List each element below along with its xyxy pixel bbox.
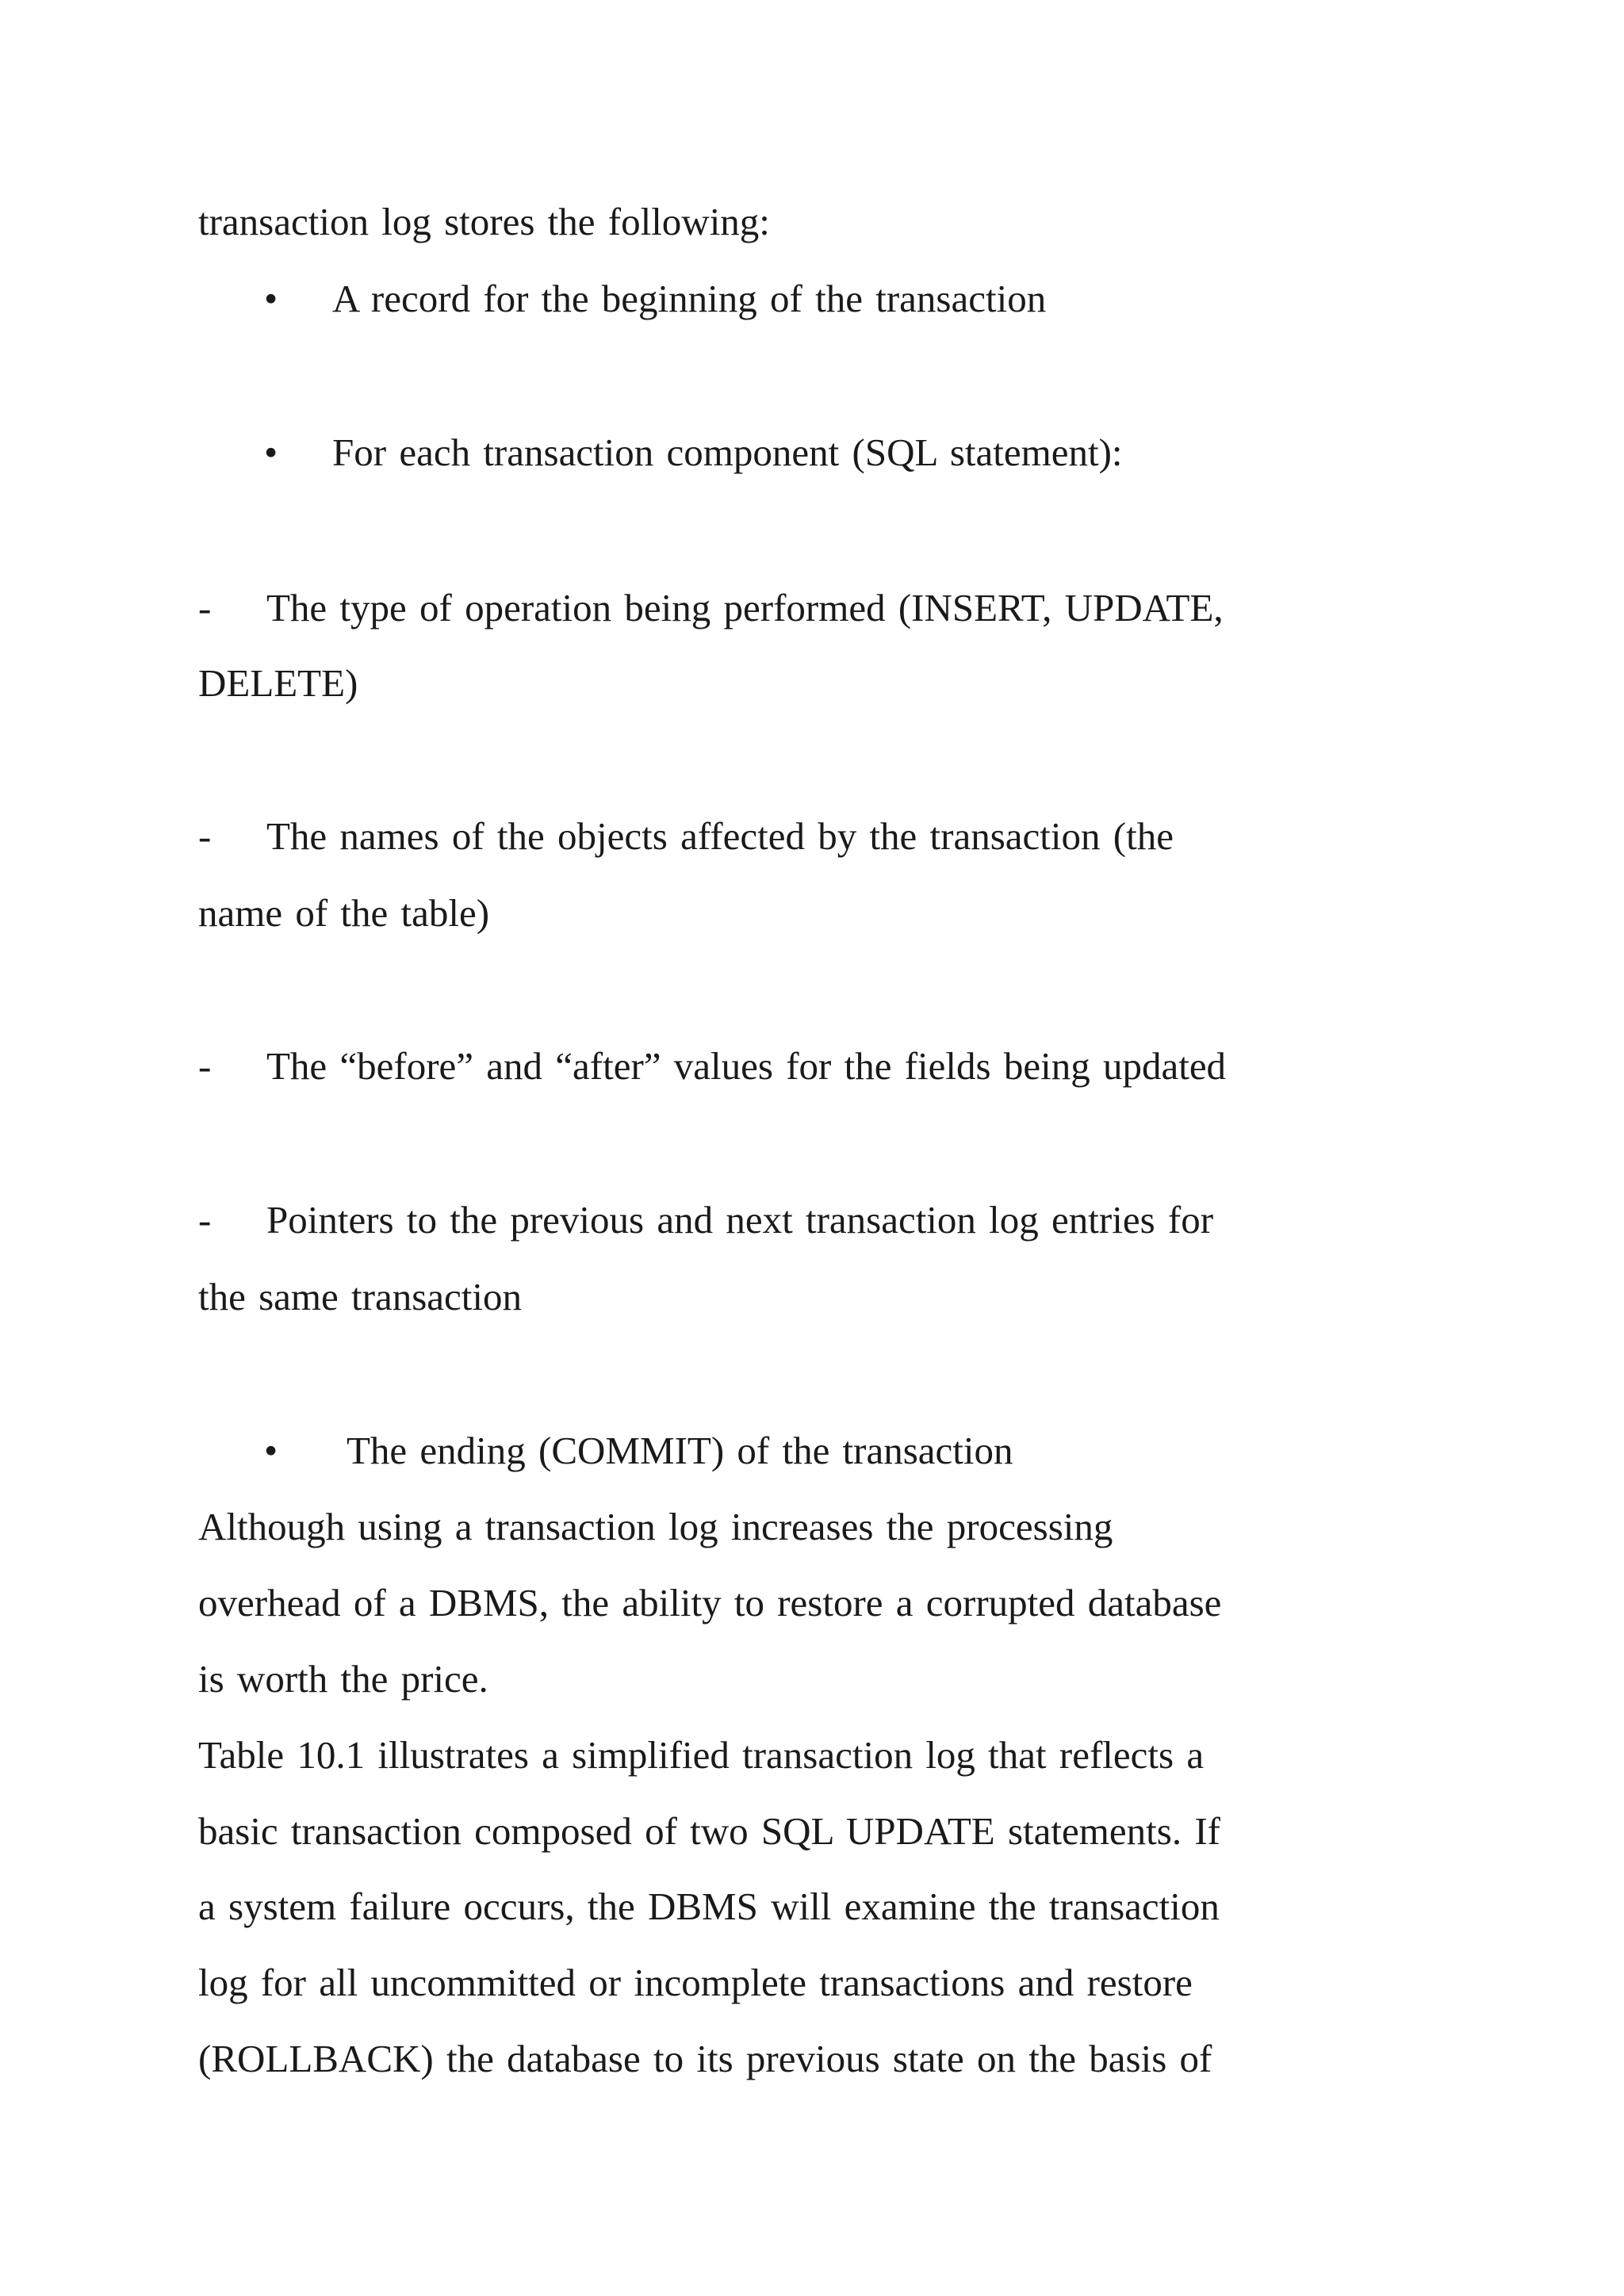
- sub-item-before-after-values: The “before” and “after” values for the fields being updated: [266, 1044, 1227, 1088]
- dash-marker: -: [198, 586, 212, 629]
- bullet-marker: •: [264, 1429, 278, 1472]
- bullet-ending-commit: The ending (COMMIT) of the transaction: [347, 1429, 1013, 1472]
- paragraph-line: is worth the price.: [198, 1657, 488, 1701]
- sub-item-pointers-cont: the same transaction: [198, 1275, 523, 1318]
- paragraph-line: a system failure occurs, the DBMS will examine the transaction: [198, 1885, 1220, 1928]
- sub-item-operation-type: The type of operation being performed (INSERT, UPDATE,: [266, 586, 1224, 629]
- sub-item-object-names: The names of the objects affected by the transaction (the: [266, 814, 1174, 858]
- paragraph-line: basic transaction composed of two SQL UPDATE statements. If: [198, 1809, 1220, 1853]
- bullet-transaction-component: For each transaction component (SQL statement):: [332, 430, 1123, 474]
- bullet-beginning-record: A record for the beginning of the transaction: [332, 277, 1047, 320]
- bullet-marker: •: [264, 277, 278, 320]
- dash-marker: -: [198, 814, 212, 858]
- paragraph-line: (ROLLBACK) the database to its previous state on the basis of: [198, 2037, 1212, 2080]
- dash-marker: -: [198, 1044, 212, 1088]
- dash-marker: -: [198, 1198, 212, 1242]
- sub-item-object-names-cont: name of the table): [198, 891, 490, 935]
- bullet-marker: •: [264, 430, 278, 474]
- sub-item-pointers: Pointers to the previous and next transaction log entries for: [266, 1198, 1214, 1242]
- intro-line: transaction log stores the following:: [198, 200, 770, 243]
- paragraph-line: Table 10.1 illustrates a simplified transaction log that reflects a: [198, 1733, 1205, 1777]
- paragraph-line: overhead of a DBMS, the ability to restore a corrupted database: [198, 1581, 1222, 1624]
- paragraph-line: Although using a transaction log increases the processing: [198, 1505, 1113, 1548]
- paragraph-line: log for all uncommitted or incomplete transactions and restore: [198, 1961, 1193, 2004]
- sub-item-operation-type-cont: DELETE): [198, 661, 358, 705]
